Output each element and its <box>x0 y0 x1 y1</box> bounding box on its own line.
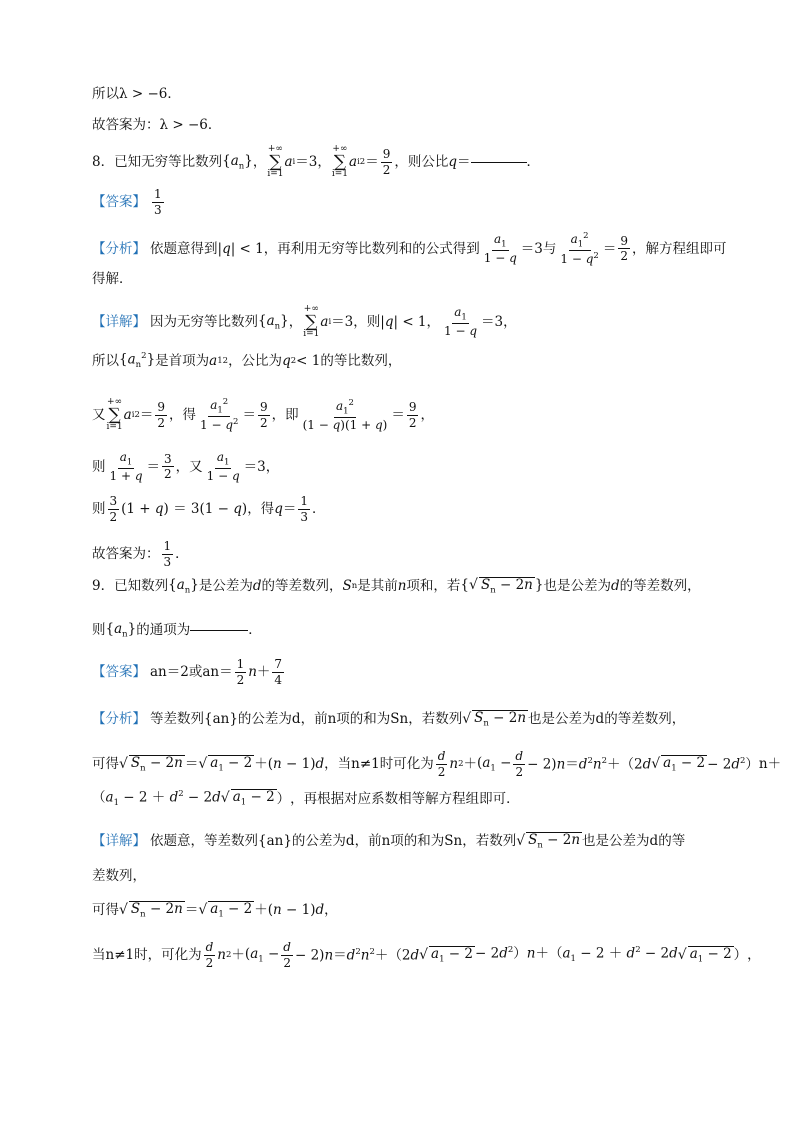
text-line: 则 $\{a_n\}$ 的通项为 ． <box>92 621 262 640</box>
analysis-label: 【分析】 <box>92 240 146 257</box>
analysis-label: 【分析】 <box>92 711 146 728</box>
detail-label: 【详解】 <box>92 313 146 330</box>
text-line: 当n≠1时，可化为 $\frac{d}{2}$ n 2 ＋ ($a_1$ − $\frac{d}{2}$ − $2)n=d^2n^2+(2d$ √ $a_1 - 2$ − $2d^2)n+(a_1 - 2 + d^2 - 2d$ √ $a_1 - 2$ ） ， <box>92 940 761 970</box>
detail-row: 【详解】 因为无穷等比数列 $\{a_n\}$ ， +∞ ∑ i=1 a i ＝3 ，则 |q| < 1 ， $\frac{a_1}{1 - q}$ ＝3， <box>92 304 517 340</box>
conclusion-text: 所以λ > −6． <box>92 86 181 102</box>
text-line: 则 $\frac{a_1}{1 + q}$ ＝ $\frac{3}{2}$ ，又 $\frac{a_1}{1 - q}$ ＝3， <box>92 450 280 484</box>
question-9: 9．已知数列 $\{a_n\}$ 是公差为 d 的等差数列， S n 是其前 n 项和，若 {√ $S_n - 2n$ } 也是公差为 d 的等差数列， <box>92 577 701 596</box>
analysis-row: 【分析】 依题意得到 |q| < 1 ，再利用无穷等比数列和的公式得到 $\frac{a_1}{1 - q}$ ＝3 与 $\frac{a_1^2}{1 - q^2}$ ＝ $\frac{9}{2}$ ，解方程组即可 <box>92 231 727 267</box>
text-line: 差数列， <box>92 868 146 884</box>
text-line: 故答案为： $\frac{1}{3}$ ． <box>92 539 189 569</box>
detail-row: 【详解】 依题意，等差数列{an}的公差为d，前n项的和为Sn，若数列 √ $S_n - 2n$ 也是公差为d的等 <box>92 832 686 851</box>
answer-label: 【答案】 <box>92 664 146 680</box>
text-line <box>92 117 754 133</box>
answer-blank <box>471 162 527 163</box>
text-line: 可得 √ $S_n - 2n$ ＝ √ $a_1 - 2$ ＋(n − 1)d ， <box>92 901 338 920</box>
text-line <box>92 86 754 102</box>
text-line: 得解． <box>92 271 133 287</box>
answer-row: 【答案】 an＝2或an＝ $\frac{1}{2}$ n ＋ $\frac{7}{4}$ <box>92 657 283 687</box>
text-line: 可得 √ $S_n - 2n$ ＝ √ $a_1 - 2$ ＋(n − 1)d ，当n≠1时可化为 $\frac{d}{2}$ n 2 ＋ ($a_1$ − $\frac{d}{2}$ − $2)n=d^2n^2+(2d$ √ $a_1 - 2$ − $2d^2$） n＋ <box>92 749 782 779</box>
question-8: 8．已知无穷等比数列 $\{a_n\}$ ， +∞ ∑ i=1 a i ＝3 ， +∞ ∑ i=1 a i 2 ＝ $\frac{9}{2}$ ，则公比 q ＝ ． <box>92 144 541 180</box>
answer-blank <box>190 630 248 631</box>
analysis-row: 【分析】 等差数列{an}的公差为d，前n项的和为Sn，若数列 √ $S_n - 2n$ 也是公差为d的等差数列， <box>92 710 686 729</box>
answer-row: 【答案】 $\frac{1}{3}$ <box>92 187 162 217</box>
text-line: （$a_1 - 2 + d^2 - 2d$ √ $a_1 - 2$ ） ，再根据对应系数相等解方程组即可． <box>92 789 520 809</box>
answer-text: 故答案为：λ > −6． <box>92 117 222 133</box>
text-line: 则 $\frac{3}{2}$ (1 + q) ＝ 3(1 − q) ，得 q ＝ $\frac{1}{3}$ ． <box>92 494 326 524</box>
text-line: 又 +∞ ∑ i=1 a i 2 ＝ $\frac{9}{2}$ ，得 $\frac{a_1^2}{1 - q^2}$ ＝ $\frac{9}{2}$ ，即 $\frac{a_1^2}{(1 - q)(1 + q)}$ ＝ $\frac{9}{2}$ ， <box>92 397 434 433</box>
text-line: 所以 $\{a_n^2\}$ 是首项为 a 1 2 ，公比为 q 2 < 1 的等比数列， <box>92 351 402 371</box>
detail-label: 【详解】 <box>92 833 146 850</box>
answer-label: 【答案】 <box>92 194 146 210</box>
